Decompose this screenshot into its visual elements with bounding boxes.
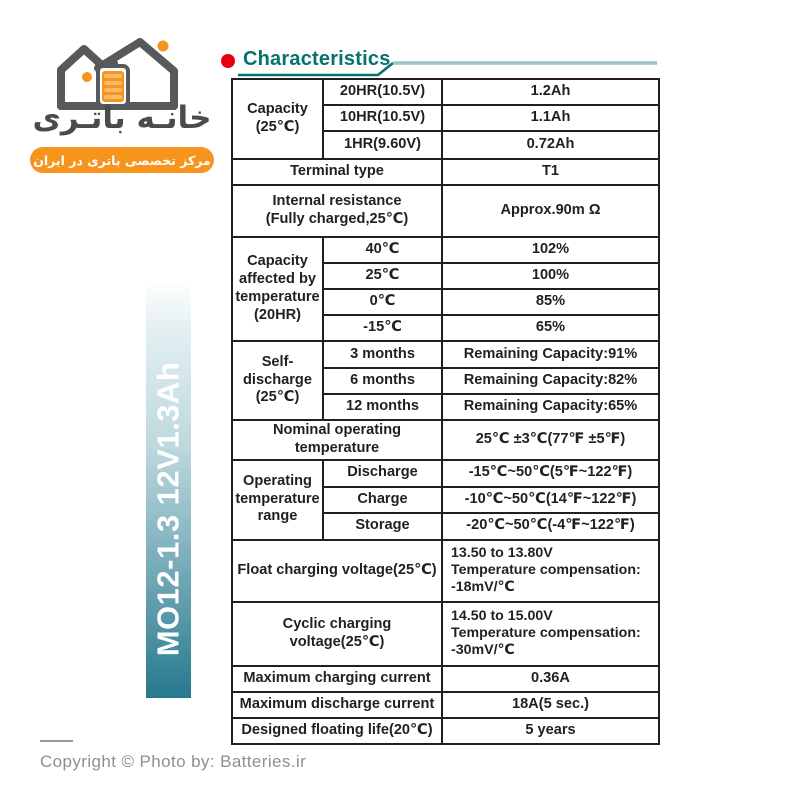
table-row xyxy=(232,420,659,460)
table-cell: Approx.90m Ω xyxy=(442,185,659,237)
logo-title: خانـه باتـری xyxy=(32,100,212,136)
table-cell: Remaining Capacity:82% xyxy=(442,368,659,394)
floating-life-label: Designed floating life(20℃) xyxy=(232,718,442,744)
table-cell: 18A(5 sec.) xyxy=(442,692,659,718)
table-cell: -15℃~50℃(5℉~122℉) xyxy=(442,460,659,487)
copyright-text: Copyright © Photo by: Batteries.ir xyxy=(40,752,307,771)
self-discharge-label: Self-discharge (25℃) xyxy=(232,341,323,420)
table-cell: -20℃~50℃(-4℉~122℉) xyxy=(442,513,659,540)
model-banner xyxy=(146,280,191,698)
table-cell: 0.36A xyxy=(442,666,659,692)
characteristics-table-body xyxy=(232,79,659,744)
model-banner-label: MO12-1.3 12V1.3Ah xyxy=(150,361,186,657)
table-cell: Discharge xyxy=(323,460,442,487)
table-cell: T1 xyxy=(442,159,659,185)
table-row xyxy=(232,666,659,692)
cyclic-voltage-label: Cyclic charging voltage(25℃) xyxy=(232,602,442,666)
table-cell: 5 years xyxy=(442,718,659,744)
table-cell: 1HR(9.60V) xyxy=(323,131,442,159)
footer-divider xyxy=(40,740,73,742)
table-row xyxy=(232,341,659,368)
table-row xyxy=(232,159,659,185)
table-cell: 6 months xyxy=(323,368,442,394)
table-cell: 85% xyxy=(442,289,659,315)
table-cell: 1.2Ah xyxy=(442,79,659,105)
section-underline xyxy=(0,0,700,90)
table-cell: 1.1Ah xyxy=(442,105,659,131)
table-cell: 100% xyxy=(442,263,659,289)
float-voltage-label: Float charging voltage(25℃) xyxy=(232,540,442,602)
max-charging-current-label: Maximum charging current xyxy=(232,666,442,692)
max-discharge-current-label: Maximum discharge current xyxy=(232,692,442,718)
table-cell: 25℃ xyxy=(323,263,442,289)
capacity-label: Capacity (25℃) xyxy=(232,79,323,159)
table-cell: 0℃ xyxy=(323,289,442,315)
table-cell: 20HR(10.5V) xyxy=(323,79,442,105)
table-cell: 0.72Ah xyxy=(442,131,659,159)
capacity-temperature-label: Capacity affected by temperature (20HR) xyxy=(232,237,323,341)
table-row xyxy=(232,692,659,718)
table-cell: 25℃ ±3℃(77℉ ±5℉) xyxy=(442,420,659,460)
nominal-temperature-label: Nominal operating temperature xyxy=(232,420,442,460)
table-cell: -15℃ xyxy=(323,315,442,341)
table-row xyxy=(232,602,659,666)
operating-range-label: Operating temperature range xyxy=(232,460,323,540)
table-cell: 13.50 to 13.80V Temperature compensation: -18mV/℃ xyxy=(442,540,659,602)
table-cell: Remaining Capacity:91% xyxy=(442,341,659,368)
table-cell: 40℃ xyxy=(323,237,442,263)
table-cell: 102% xyxy=(442,237,659,263)
table-cell: -10℃~50℃(14℉~122℉) xyxy=(442,487,659,513)
table-row xyxy=(232,79,659,105)
table-cell: 65% xyxy=(442,315,659,341)
internal-resistance-label: Internal resistance (Fully charged,25℃) xyxy=(232,185,442,237)
table-cell: 14.50 to 15.00V Temperature compensation: -30mV/℃ xyxy=(442,602,659,666)
section-title: Characteristics xyxy=(243,48,391,70)
table-cell: Remaining Capacity:65% xyxy=(442,394,659,420)
table-cell: 12 months xyxy=(323,394,442,420)
logo-tagline: مرکز تخصصی باتری در ایران xyxy=(30,147,214,173)
table-row xyxy=(232,185,659,237)
table-row xyxy=(232,460,659,487)
table-cell: Storage xyxy=(323,513,442,540)
terminal-type-label: Terminal type xyxy=(232,159,442,185)
table-row xyxy=(232,237,659,263)
characteristics-table xyxy=(231,78,660,745)
table-row xyxy=(232,540,659,602)
table-row xyxy=(232,718,659,744)
table-cell: 10HR(10.5V) xyxy=(323,105,442,131)
table-cell: Charge xyxy=(323,487,442,513)
table-cell: 3 months xyxy=(323,341,442,368)
